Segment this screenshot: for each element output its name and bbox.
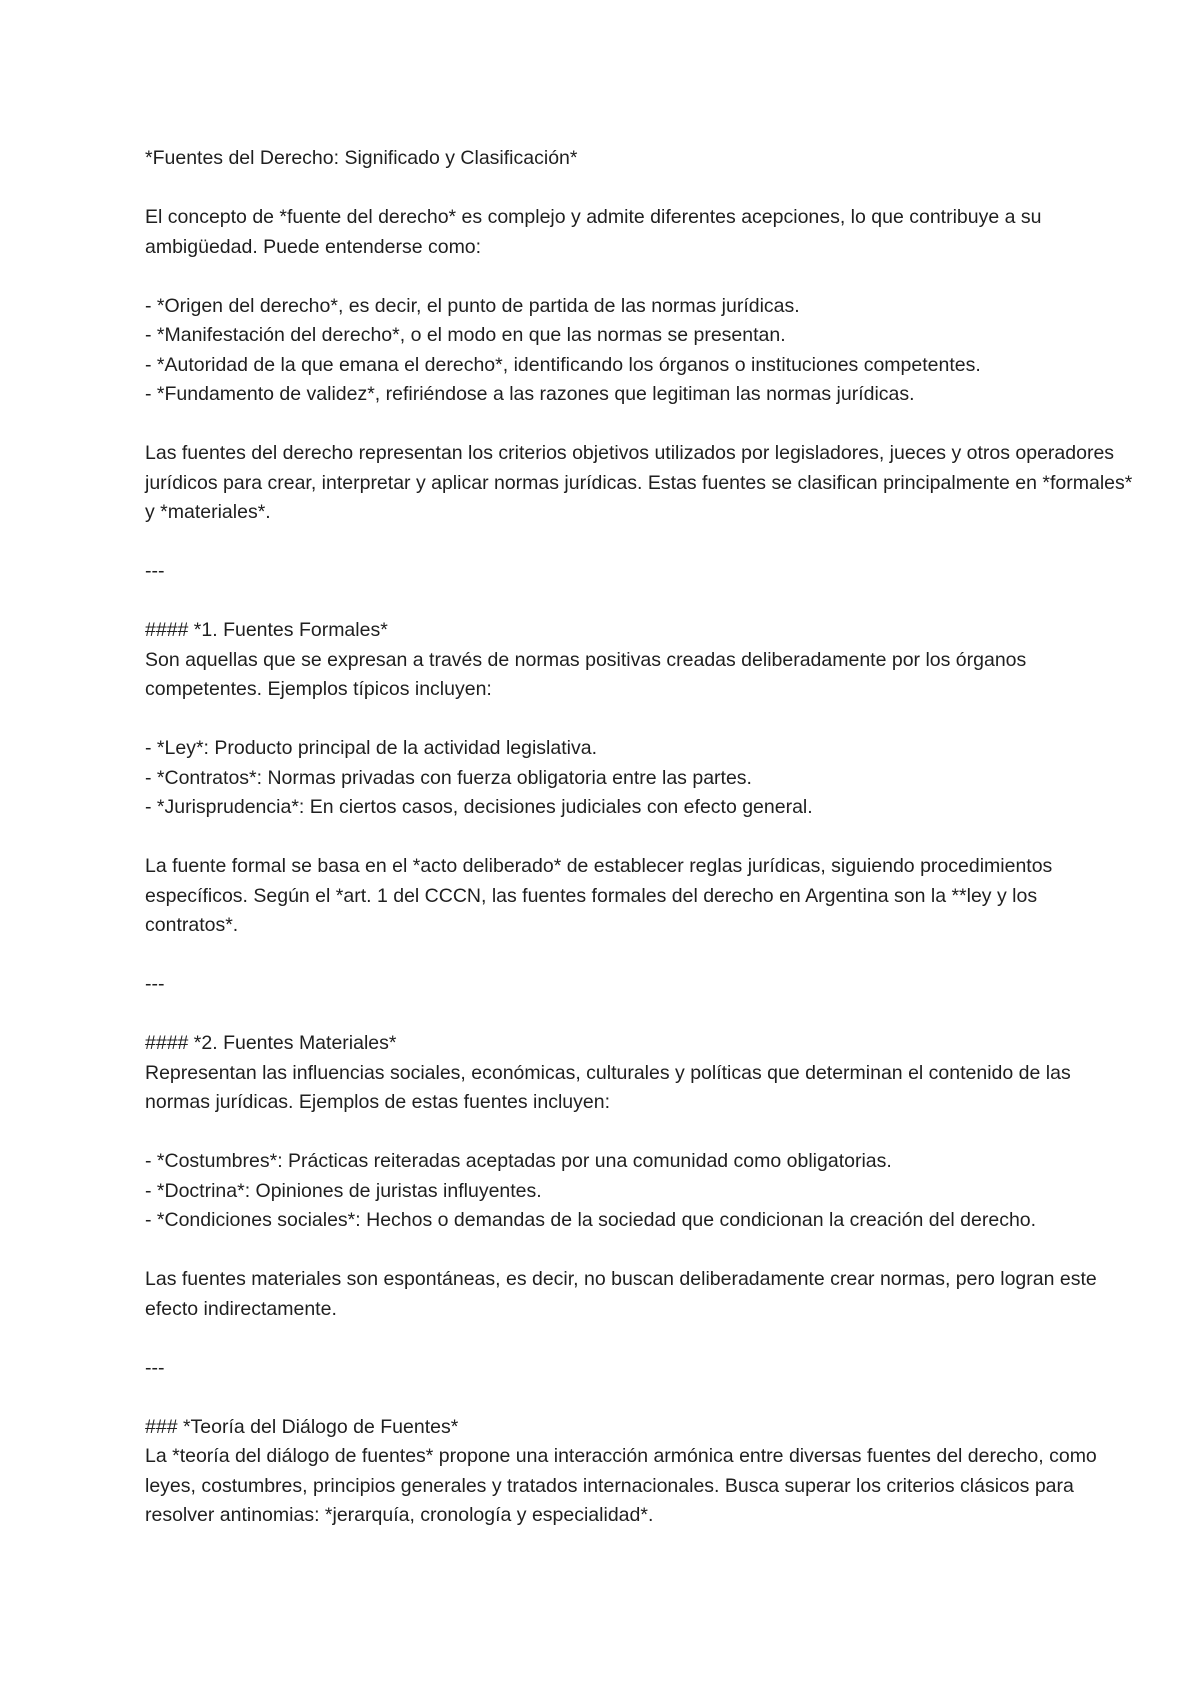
materiales-closing-paragraph: Las fuentes materiales son espontáneas, es decir, no buscan deliberadamente crear normas, pero logran este efecto indirectamente.: [145, 1268, 1103, 1320]
formales-list-item: - *Contratos*: Normas privadas con fuerza obligatoria entre las partes.: [145, 766, 752, 789]
materiales-list-item: - *Condiciones sociales*: Hechos o demandas de la sociedad que condicionan la creación del derecho.: [145, 1209, 1037, 1231]
formales-heading: #### *1. Fuentes Formales*: [145, 619, 388, 641]
spacer: [145, 1324, 1135, 1354]
spacer: [145, 941, 1135, 971]
materiales-list-item: - *Doctrina*: Opiniones de juristas influyentes.: [145, 1179, 542, 1202]
spacer: [145, 174, 1135, 204]
dialogo-paragraph: La *teoría del diálogo de fuentes* propone una interacción armónica entre diversas fuentes del derecho, como leyes, costumbres, principios generales y tratados internacionales. Busca superar los criterios clásicos para resolver antinomias: *jerarquía, cronología y especialidad*.: [145, 1445, 1103, 1526]
spacer: [145, 587, 1135, 617]
formales-list-item: - *Ley*: Producto principal de la actividad legislativa.: [145, 737, 597, 759]
materiales-paragraph: Representan las influencias sociales, económicas, culturales y políticas que determinan el contenido de las normas jurídicas. Ejemplos de estas fuentes incluyen:: [145, 1061, 1077, 1113]
formales-list-item: - *Jurisprudencia*: En ciertos casos, decisiones judiciales con efecto general.: [145, 796, 813, 818]
spacer: [145, 1000, 1135, 1030]
separator: ---: [145, 560, 165, 582]
formales-closing-paragraph: La fuente formal se basa en el *acto deliberado* de establecer reglas jurídicas, siguiendo procedimientos específicos. Según el *art. 1 del CCCN, las fuentes formales del derecho en Argentina son la **ley y los contratos*.: [145, 855, 1058, 936]
intro-list-item: - *Autoridad de la que emana el derecho*, identificando los órganos o instituciones competentes.: [145, 353, 981, 376]
intro-paragraph: El concepto de *fuente del derecho* es complejo y admite diferentes acepciones, lo que contribuye a su ambigüedad. Puede entenderse como:: [145, 206, 1047, 258]
intro-closing-paragraph: Las fuentes del derecho representan los criterios objetivos utilizados por legisladores, jueces y otros operadores jurídicos para crear, interpretar y aplicar normas jurídicas. Estas fuentes se clasifican principalmente en *formales* y *materiales*.: [145, 442, 1138, 523]
spacer: [145, 262, 1135, 292]
spacer: [145, 1118, 1135, 1148]
spacer: [145, 823, 1135, 853]
spacer: [145, 528, 1135, 558]
dialogo-heading: ### *Teoría del Diálogo de Fuentes*: [145, 1415, 459, 1438]
materiales-heading: #### *2. Fuentes Materiales*: [145, 1032, 397, 1054]
intro-list-item: - *Fundamento de validez*, refiriéndose a las razones que legitiman las normas jurídicas.: [145, 383, 915, 405]
formales-paragraph: Son aquellas que se expresan a través de normas positivas creadas deliberadamente por los órganos competentes. Ejemplos típicos incluyen:: [145, 648, 1032, 700]
intro-list-item: - *Origen del derecho*, es decir, el punto de partida de las normas jurídicas.: [145, 294, 800, 317]
intro-list-item: - *Manifestación del derecho*, o el modo en que las normas se presentan.: [145, 324, 786, 346]
separator: ---: [145, 973, 165, 995]
document-title: *Fuentes del Derecho: Significado y Clasificación*: [145, 147, 578, 169]
spacer: [145, 1236, 1135, 1266]
spacer: [145, 410, 1135, 440]
document-body: [145, 144, 1138, 1531]
materiales-list-item: - *Costumbres*: Prácticas reiteradas aceptadas por una comunidad como obligatorias.: [145, 1150, 892, 1172]
separator: ---: [145, 1356, 165, 1379]
spacer: [145, 705, 1135, 735]
spacer: [145, 1383, 1135, 1413]
